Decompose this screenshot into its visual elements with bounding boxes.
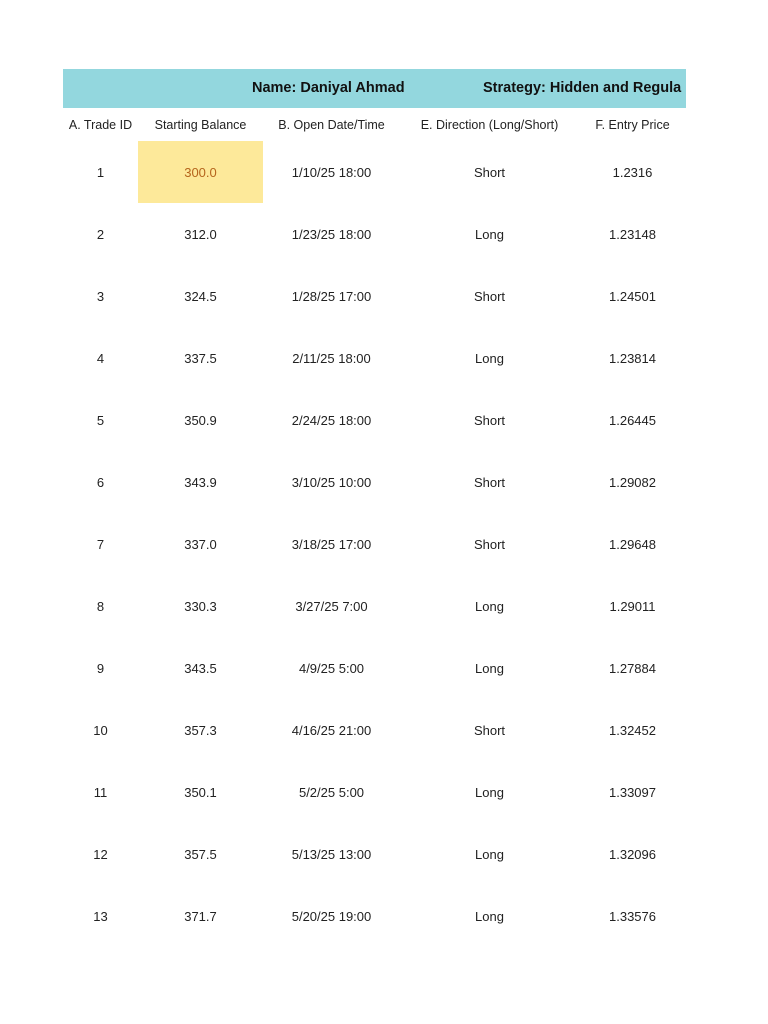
cell-open-datetime[interactable]: 5/13/25 13:00 xyxy=(291,846,372,862)
cell-direction[interactable]: Short xyxy=(473,288,506,304)
table-row xyxy=(63,513,686,575)
cell-starting-balance[interactable]: 357.5 xyxy=(184,846,217,862)
cell-open-datetime[interactable]: 1/10/25 18:00 xyxy=(291,164,372,180)
cell-direction[interactable]: Long xyxy=(475,846,504,862)
cell-entry-price[interactable]: 1.29082 xyxy=(609,474,656,490)
cell-starting-balance[interactable]: 343.9 xyxy=(184,474,217,490)
table-row xyxy=(63,327,686,389)
cell-trade-id[interactable]: 7 xyxy=(96,536,105,552)
cell-trade-id[interactable]: 6 xyxy=(96,474,105,490)
trade-table xyxy=(63,108,686,947)
cell-direction[interactable]: Short xyxy=(473,474,506,490)
cell-trade-id[interactable]: 4 xyxy=(96,350,105,366)
trade-log-sheet xyxy=(63,69,686,947)
cell-trade-id[interactable]: 8 xyxy=(96,598,105,614)
cell-open-datetime[interactable]: 2/24/25 18:00 xyxy=(291,412,372,428)
table-row xyxy=(63,761,686,823)
header-row xyxy=(63,108,686,141)
table-row xyxy=(63,265,686,327)
header-starting-balance[interactable]: Starting Balance xyxy=(154,117,247,132)
cell-starting-balance[interactable]: 350.1 xyxy=(184,784,217,800)
table-row xyxy=(63,389,686,451)
cell-open-datetime[interactable]: 4/16/25 21:00 xyxy=(291,722,372,738)
table-row xyxy=(63,637,686,699)
table-row xyxy=(63,203,686,265)
table-row xyxy=(63,141,686,203)
cell-entry-price[interactable]: 1.32452 xyxy=(609,722,656,738)
cell-starting-balance[interactable]: 330.3 xyxy=(184,598,217,614)
cell-direction[interactable]: Short xyxy=(473,164,506,180)
cell-starting-balance[interactable]: 337.5 xyxy=(184,350,217,366)
cell-direction[interactable]: Long xyxy=(475,660,504,676)
strategy-name: Strategy: Hidden and Regula xyxy=(483,80,682,96)
cell-entry-price[interactable]: 1.29011 xyxy=(609,598,656,614)
cell-entry-price[interactable]: 1.29648 xyxy=(609,536,656,552)
cell-trade-id[interactable]: 10 xyxy=(93,722,108,738)
cell-trade-id[interactable]: 3 xyxy=(96,288,105,304)
cell-entry-price[interactable]: 1.23814 xyxy=(609,350,656,366)
cell-direction[interactable]: Short xyxy=(473,536,506,552)
cell-entry-price[interactable]: 1.27884 xyxy=(609,660,656,676)
header-open-datetime[interactable]: B. Open Date/Time xyxy=(278,117,385,132)
header-entry-price[interactable]: F. Entry Price xyxy=(595,117,670,132)
cell-direction[interactable]: Short xyxy=(473,722,506,738)
cell-trade-id[interactable]: 2 xyxy=(96,226,105,242)
cell-direction[interactable]: Long xyxy=(475,784,504,800)
cell-starting-balance[interactable]: 357.3 xyxy=(184,722,217,738)
cell-entry-price[interactable]: 1.32096 xyxy=(609,846,656,862)
cell-trade-id[interactable]: 9 xyxy=(96,660,105,676)
header-trade-id[interactable]: A. Trade ID xyxy=(68,117,133,132)
cell-open-datetime[interactable]: 5/2/25 5:00 xyxy=(298,784,365,800)
cell-entry-price[interactable]: 1.2316 xyxy=(612,164,653,180)
cell-direction[interactable]: Long xyxy=(475,350,504,366)
cell-direction[interactable]: Long xyxy=(475,598,504,614)
cell-starting-balance[interactable]: 343.5 xyxy=(184,660,217,676)
cell-open-datetime[interactable]: 3/18/25 17:00 xyxy=(291,536,372,552)
header-banner xyxy=(63,69,686,108)
cell-entry-price[interactable]: 1.24501 xyxy=(609,288,656,304)
cell-open-datetime[interactable]: 4/9/25 5:00 xyxy=(298,660,365,676)
cell-trade-id[interactable]: 12 xyxy=(93,846,108,862)
cell-trade-id[interactable]: 5 xyxy=(96,412,105,428)
table-row xyxy=(63,699,686,761)
table-row xyxy=(63,885,686,947)
cell-entry-price[interactable]: 1.33576 xyxy=(609,908,656,924)
cell-entry-price[interactable]: 1.26445 xyxy=(609,412,656,428)
table-row xyxy=(63,823,686,885)
cell-open-datetime[interactable]: 5/20/25 19:00 xyxy=(291,908,372,924)
cell-open-datetime[interactable]: 1/23/25 18:00 xyxy=(291,226,372,242)
cell-starting-balance[interactable]: 312.0 xyxy=(184,226,217,242)
cell-starting-balance[interactable]: 371.7 xyxy=(184,908,217,924)
cell-starting-balance-selected[interactable]: 300.0 xyxy=(138,141,263,203)
header-direction[interactable]: E. Direction (Long/Short) xyxy=(420,117,559,132)
cell-starting-balance[interactable]: 350.9 xyxy=(184,412,217,428)
trader-name: Name: Daniyal Ahmad xyxy=(252,80,405,96)
cell-starting-balance[interactable]: 337.0 xyxy=(184,536,217,552)
cell-trade-id[interactable]: 11 xyxy=(93,784,108,800)
cell-direction[interactable]: Long xyxy=(475,226,504,242)
table-row xyxy=(63,575,686,637)
cell-entry-price[interactable]: 1.33097 xyxy=(609,784,656,800)
cell-open-datetime[interactable]: 3/10/25 10:00 xyxy=(291,474,372,490)
cell-trade-id[interactable]: 1 xyxy=(96,164,105,180)
cell-direction[interactable]: Long xyxy=(475,908,504,924)
cell-open-datetime[interactable]: 2/11/25 18:00 xyxy=(292,350,371,366)
cell-direction[interactable]: Short xyxy=(473,412,506,428)
cell-open-datetime[interactable]: 1/28/25 17:00 xyxy=(291,288,372,304)
cell-starting-balance[interactable]: 324.5 xyxy=(184,288,217,304)
cell-entry-price[interactable]: 1.23148 xyxy=(609,226,656,242)
table-row xyxy=(63,451,686,513)
cell-open-datetime[interactable]: 3/27/25 7:00 xyxy=(295,598,368,614)
cell-trade-id[interactable]: 13 xyxy=(93,908,108,924)
